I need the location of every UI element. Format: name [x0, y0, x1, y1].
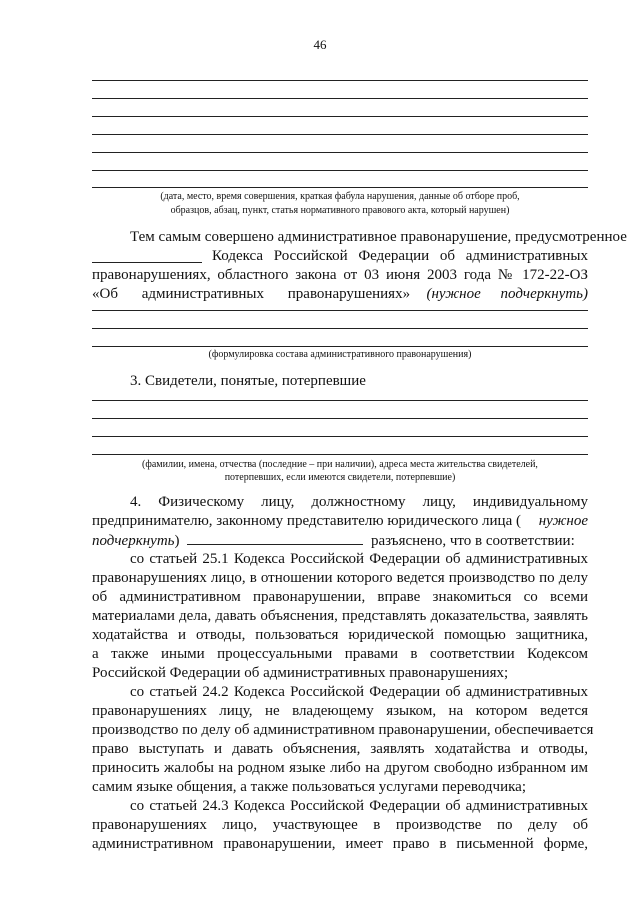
fill-line	[92, 170, 588, 171]
fill-line	[92, 400, 588, 401]
blank-field	[92, 249, 202, 263]
text-fragment: «Об административных правонарушениях»	[92, 286, 411, 302]
text-line: ходатайства и отводы, пользоваться юридической помощью защитника,	[92, 627, 588, 643]
text-line: правонарушениях лицо, участвующее в производстве по делу об	[92, 817, 588, 833]
text-line: правонарушениях лицо, в отношении которого ведется производство по делу	[92, 570, 588, 586]
text-fragment: Кодекса Российской Федерации об административных	[212, 248, 588, 264]
caption-line: (формулировка состава административного правонарушения)	[208, 349, 472, 360]
text-line: со статьей 24.2 Кодекса Российской Федерации об административных	[130, 684, 588, 700]
caption-line: потерпевших, если имеются свидетели, потерпевшие)	[224, 472, 456, 483]
fill-line	[92, 116, 588, 117]
fill-line	[92, 346, 588, 347]
page-number: 46	[313, 37, 327, 52]
text-line: а также иными процессуальными правами в соответствии Кодексом	[92, 646, 588, 662]
text-line: со статьей 25.1 Кодекса Российской Федерации об административных	[130, 551, 588, 567]
text-line: правонарушениях лицу, не владеющему языком, на котором ведется	[92, 703, 588, 719]
text-line: Российской Федерации об административных правонарушениях;	[92, 665, 509, 681]
text-line: об административном правонарушении, вправе знакомиться со всеми	[92, 589, 588, 605]
text-line: правонарушениях, областного закона от 03 июня 2003 года № 172-22-ОЗ	[92, 267, 588, 283]
text-line: производство по делу об административном правонарушении, обеспечивается	[92, 722, 594, 738]
fill-line	[92, 134, 588, 135]
text-fragment: нужное	[538, 513, 588, 529]
text-line: право выступать и давать объяснения, заявлять ходатайства и отводы,	[92, 741, 588, 757]
fill-line	[92, 418, 588, 419]
caption-line: образцов, абзац, пункт, статья нормативного правового акта, который нарушен)	[170, 205, 510, 216]
fill-line	[92, 80, 588, 81]
text-fragment: )	[174, 533, 180, 549]
text-fragment: разъяснено, что в соответствии:	[370, 533, 575, 549]
fill-line	[92, 454, 588, 455]
blank-field	[187, 531, 363, 545]
fill-line	[92, 436, 588, 437]
text-fragment: подчеркнуть	[92, 533, 175, 549]
caption-line: (дата, место, время совершения, краткая фабула нарушения, данные об отборе проб,	[160, 191, 520, 202]
text-line: со статьей 24.3 Кодекса Российской Федерации об административных	[130, 798, 588, 814]
section-heading: 3. Свидетели, понятые, потерпевшие	[130, 373, 366, 389]
text-fragment: (нужное подчеркнуть)	[426, 286, 588, 302]
text-line: Тем самым совершено административное правонарушение, предусмотренное	[130, 229, 627, 245]
text-line	[92, 247, 588, 266]
fill-line	[92, 328, 588, 329]
text-line: материалами дела, давать объяснения, представлять доказательства, заявлять	[92, 608, 588, 624]
text-line: 4. Физическому лицу, должностному лицу, индивидуальному	[130, 494, 588, 510]
text-fragment: предпринимателю, законному представителю юридического лица (	[92, 513, 521, 529]
fill-line	[92, 152, 588, 153]
text-line	[92, 285, 588, 304]
text-line: административном правонарушении, имеет право в письменной форме,	[92, 836, 588, 852]
text-line	[92, 512, 588, 531]
fill-line	[92, 187, 588, 188]
text-line	[92, 531, 588, 551]
text-line: самим языке общения, а также пользоваться услугами переводчика;	[92, 779, 526, 795]
text-line: приносить жалобы на родном языке либо на другом свободно избранном им	[92, 760, 588, 776]
fill-line	[92, 310, 588, 311]
fill-line	[92, 98, 588, 99]
caption-line: (фамилии, имена, отчества (последние – при наличии), адреса места жительства свидетелей,	[142, 459, 538, 470]
